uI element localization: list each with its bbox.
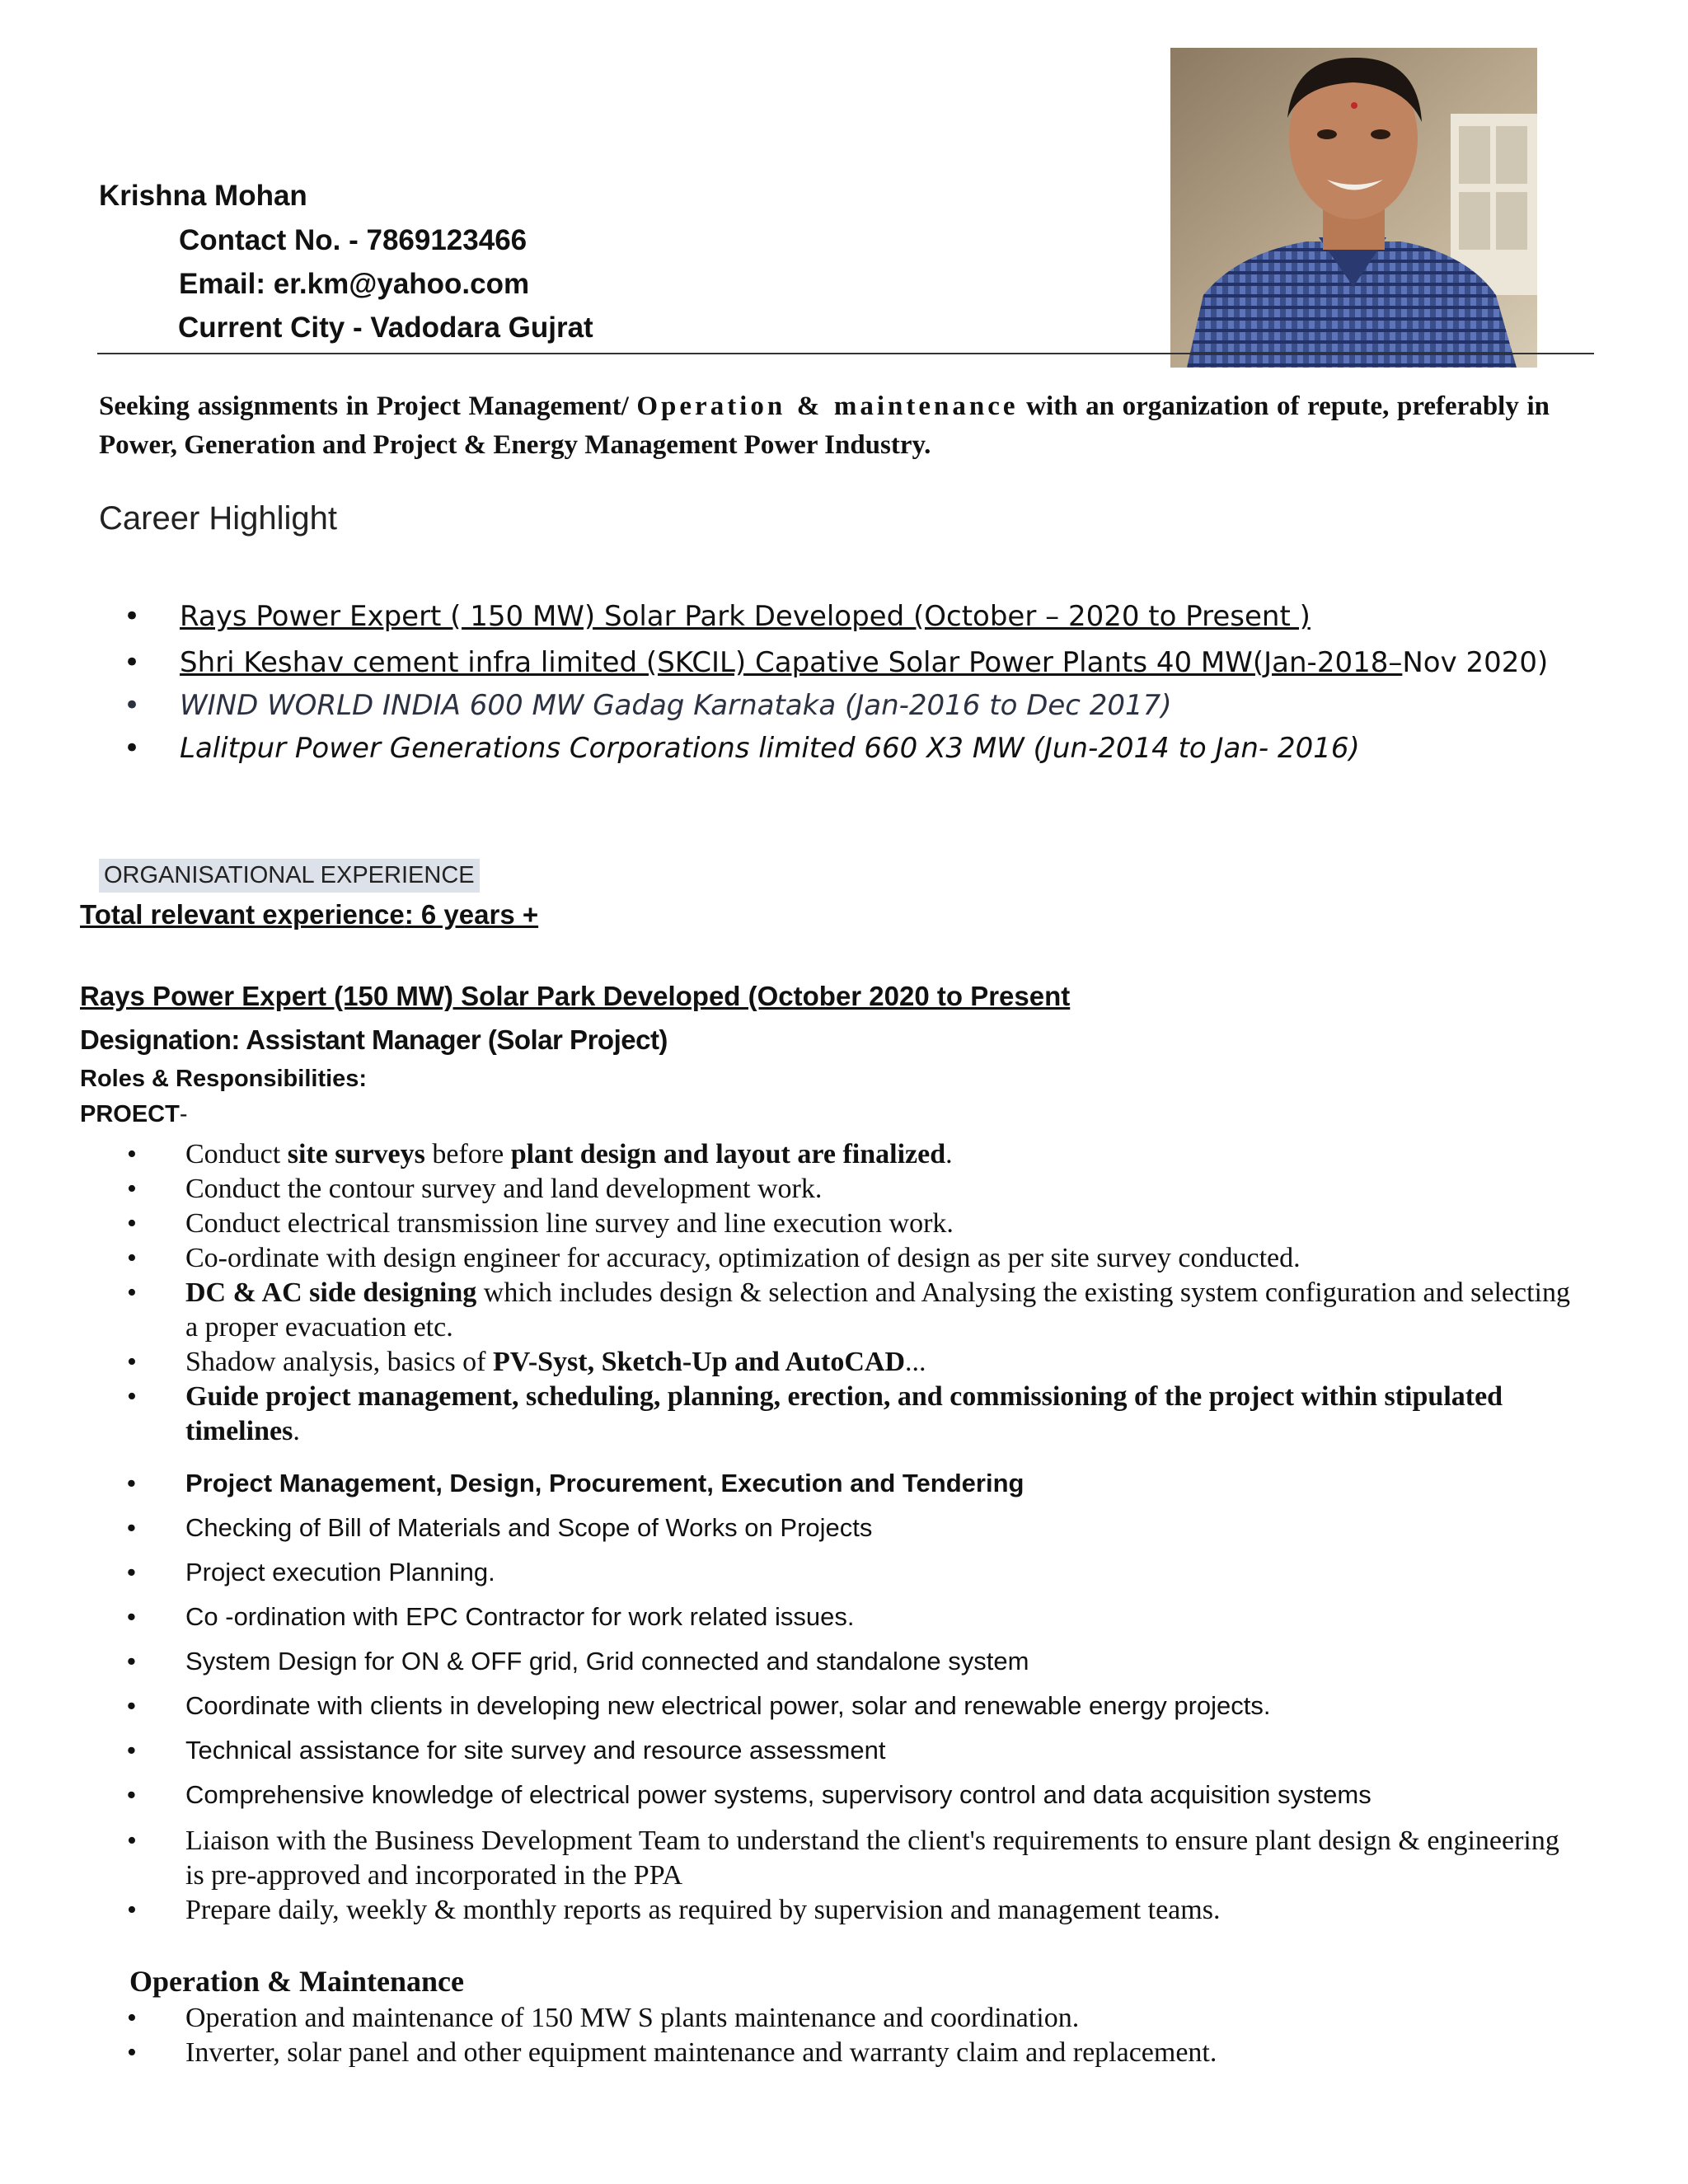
list-item (124, 2036, 1582, 2070)
list-item-text: Conduct electrical transmission line survey and line execution work. (185, 1208, 954, 1239)
bullet: • (124, 646, 141, 679)
bullet: • (127, 1469, 136, 1497)
header-divider (97, 353, 1594, 354)
profile-photo (1170, 48, 1537, 368)
bullet: • (127, 1895, 137, 1925)
bullet: • (127, 1243, 137, 1273)
bullet: • (127, 1602, 136, 1631)
bullet: • (127, 1780, 136, 1809)
candidate-name: Krishna Mohan (99, 180, 307, 212)
list-item (124, 1824, 1582, 1893)
list-item-text: Project execution Planning. (185, 1558, 495, 1586)
list-item-text: Technical assistance for site survey and resource assessment (185, 1736, 886, 1765)
list-item-text: Co-ordinate with design engineer for accuracy, optimization of design as per site survey conducted. (185, 1243, 1301, 1273)
list-item (124, 1595, 1582, 1639)
career-item-text: WIND WORLD INDIA 600 MW Gadag Karnataka (Jan-2016 to Dec 2017) (180, 689, 1172, 722)
list-item-text: Checking of Bill of Materials and Scope of Works on Projects (185, 1513, 873, 1542)
bullet: • (127, 1647, 136, 1675)
total-experience-label: Total relevant experience (80, 899, 405, 930)
list-item (124, 684, 1582, 727)
list-item (124, 1728, 1582, 1773)
email: Email: er.km@yahoo.com (179, 268, 530, 300)
bullet: • (127, 1347, 137, 1377)
list-item-text: Co -ordination with EPC Contractor for work related issues. (185, 1602, 855, 1631)
career-item-text: Shri Keshav cement infra limited (SKCIL) Capative Solar Power Plants 40 MW(Jan-2018– (180, 646, 1403, 679)
bullet: • (127, 2037, 137, 2068)
list-item-text: Prepare daily, weekly & monthly reports as required by supervision and management teams. (185, 1895, 1221, 1925)
list-item-text: Project Management, Design, Procurement, Execution and Tendering (185, 1469, 1025, 1497)
career-item-text-cont: Nov 2020) (1402, 646, 1549, 679)
list-item (124, 1684, 1582, 1728)
list-item-text: Coordinate with clients in developing new electrical power, solar and renewable energy projects. (185, 1691, 1271, 1720)
objective-text-2: Operation & maintenance (636, 391, 1019, 421)
bullet: • (127, 1558, 136, 1586)
project-heading (80, 1101, 188, 1128)
bullet: • (127, 2003, 137, 2033)
list-item: • Shadow analysis, basics of PV-Syst, Sketch-Up and AutoCAD... (124, 1345, 1582, 1380)
list-item (124, 1207, 1582, 1241)
list-item-text: Inverter, solar panel and other equipment maintenance and warranty claim and replacement. (185, 2037, 1217, 2068)
project-responsibilities (124, 1137, 1582, 1449)
list-item-text: Comprehensive knowledge of electrical power systems, supervisory control and data acquisition systems (185, 1780, 1372, 1809)
list-item (124, 1550, 1582, 1595)
bullet: • (124, 732, 141, 765)
om-list (124, 2001, 1582, 2070)
list-item (124, 1172, 1582, 1207)
list-item (124, 1506, 1582, 1550)
project-heading-text: PROECT (80, 1101, 180, 1127)
org-experience-label: ORGANISATIONAL EXPERIENCE (99, 859, 480, 893)
list-item-text: Conduct the contour survey and land development work. (185, 1174, 823, 1204)
company-heading: Rays Power Expert (150 MW) Solar Park Developed (October 2020 to Present (80, 981, 1071, 1011)
bullet: • (127, 1736, 136, 1765)
list-item: • DC & AC side designing which includes design & selection and Analysing the existing system configuration and selecting a proper evacuation etc. (127, 1277, 1570, 1343)
list-item (124, 1461, 1582, 1506)
bullet: • (127, 1139, 137, 1169)
list-item (124, 641, 1582, 684)
total-experience-value: : 6 years + (404, 899, 539, 930)
list-item (124, 595, 1582, 638)
total-experience (80, 899, 538, 930)
career-highlight-list (124, 595, 1582, 770)
bullet: • (127, 1513, 136, 1542)
bullet: • (124, 600, 141, 633)
list-item: • Conduct site surveys before plant design and layout are finalized. (124, 1137, 1582, 1172)
om-heading: Operation & Maintenance (129, 1965, 464, 1998)
list-item-text: Operation and maintenance of 150 MW S plants maintenance and coordination. (185, 2003, 1080, 2033)
current-city: Current City - Vadodara Gujrat (178, 312, 593, 344)
bullet: • (127, 1277, 137, 1308)
list-item (124, 1893, 1582, 1928)
list-item (124, 2001, 1582, 2036)
career-item-text: Lalitpur Power Generations Corporations limited 660 X3 MW (Jun-2014 to Jan- 2016) (180, 732, 1360, 765)
bullet: • (127, 1174, 137, 1204)
contact-number: Contact No. - 7869123466 (179, 224, 528, 256)
objective-statement (99, 387, 1550, 465)
project-reporting-list (124, 1824, 1582, 1928)
list-item (124, 1773, 1582, 1817)
career-highlight-title: Career Highlight (99, 500, 338, 537)
roles-heading: Roles & Responsibilities: (80, 1066, 368, 1092)
list-item: • Guide project management, scheduling, planning, erection, and commissioning of the project within stipulated timelines. (127, 1381, 1503, 1446)
bullet: • (127, 1208, 137, 1239)
list-item (124, 1639, 1582, 1684)
list-item-text: Liaison with the Business Development Team to understand the client's requirements to ensure plant design & engineering is pre-approved and incorporated in the PPA (185, 1825, 1559, 1891)
bullet: • (127, 1825, 137, 1856)
project-heading-dash: - (179, 1101, 188, 1127)
career-item-text: Rays Power Expert ( 150 MW) Solar Park Developed (October – 2020 to Present ) (180, 600, 1311, 633)
objective-text-1: Seeking assignments in Project Management/ (99, 391, 637, 421)
objective-text-3: with an organization of repute, preferably in Power, Generation and Project & Energy Management Power Industry. (99, 391, 1550, 460)
bullet: • (127, 1381, 137, 1412)
bullet: • (127, 1691, 136, 1720)
project-skills-list (124, 1461, 1582, 1817)
designation: Designation: Assistant Manager (Solar Project) (80, 1024, 668, 1055)
list-item (124, 727, 1582, 770)
list-item (124, 1241, 1582, 1276)
bullet: • (124, 689, 141, 722)
list-item-text: System Design for ON & OFF grid, Grid connected and standalone system (185, 1647, 1029, 1675)
